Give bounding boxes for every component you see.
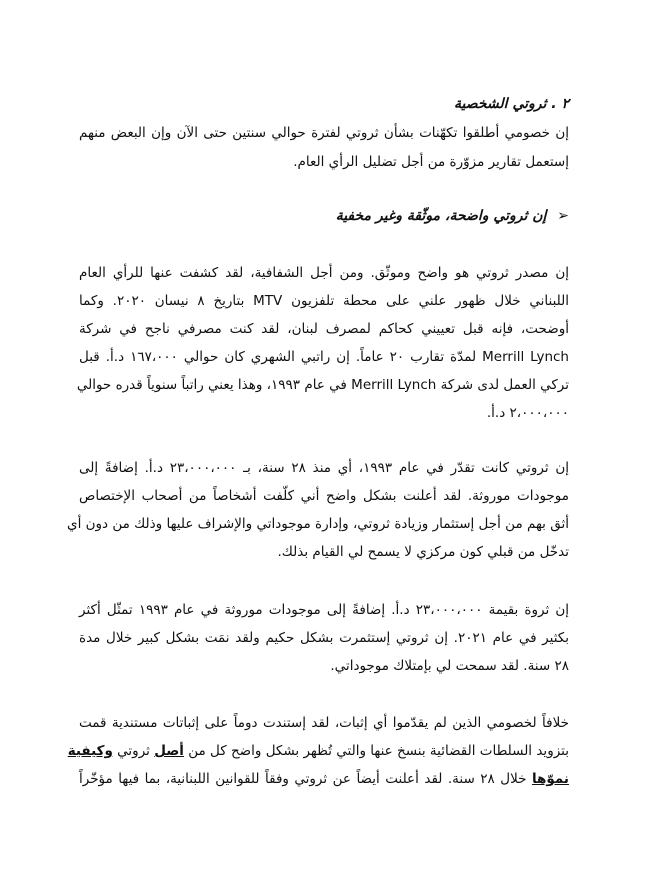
p4-line-2-part-b: ثروتي [112, 743, 155, 759]
p1-line-1: إن مصدر ثروتي هو واضح وموثّق. ومن أجل الشفافية، لقد كشفت عنها للرأي العام [79, 265, 569, 281]
p3-line-2: بكثير في عام ٢٠٢١. إن ثروتي إستثمرت بشكل حكيم ولقد نمَت بشكل كبير خلال مدة [79, 630, 569, 646]
subheading [336, 208, 569, 224]
intro-line-1: إن خصومي أطلقوا تكهّنات بشأن ثروتي لفترة حوالي سنتين حتى الآن وإن البعض منهم [79, 125, 569, 141]
intro-line-2: إستعمل تقارير مزوّرة من أجل تضليل الرأي العام. [293, 154, 569, 170]
p1-line-2: اللبناني خلال ظهور علني على محطة تلفزيون MTV بتاريخ ٨ نيسان ٢٠٢٠. وكما [79, 293, 569, 309]
p1-line-4: Merrill Lynch لمدّة تقارب ٢٠ عاماً. إن راتبي الشهري كان حوالي ١٦٧،٠٠٠ د.أ. قبل [79, 349, 569, 365]
subheading-text: إن ثروتي واضحة، موثّقة وغير مخفية [335, 208, 547, 224]
p3-line-1: إن ثروة بقيمة ٢٣،٠٠٠،٠٠٠ د.أ. إضافةً إلى موجودات موروثة في عام ١٩٩٣ تمثّل أكثر [79, 602, 569, 618]
section-title: ثروتي الشخصية [454, 96, 547, 112]
p2-line-2: موجودات موروثة. لقد أعلنت بشكل واضح أني كلّفت أشخاصاً من أصحاب الإختصاص [79, 488, 569, 504]
p2-line-4: تدخّل من قبلي كون مركزي لا يسمح لي القيام بذلك. [277, 544, 569, 560]
section-heading [454, 96, 569, 112]
p1-line-5: تركي العمل لدى شركة Merrill Lynch في عام ١٩٩٣، وهذا يعني راتباً سنوياً قدره حوالي [76, 377, 569, 393]
p4-line-2-part-a: بتزويد السلطات القضائية بنسخ عنها والتي تُظهر بشكل واضح كل من [183, 743, 569, 759]
p4-line-3 [79, 770, 569, 788]
p2-line-1: إن ثروتي كانت تقدّر في عام ١٩٩٣، أي منذ ٢٨ سنة، بـ ٢٣،٠٠٠،٠٠٠ د.أ. إضافةً إلى [79, 460, 569, 476]
arrow-bullet-icon: ➢ [557, 208, 569, 224]
section-number: ٢ . [551, 96, 569, 112]
p1-line-6: ٢،٠٠٠،٠٠٠ د.أ. [486, 405, 569, 421]
underlined-origin: أصل [154, 743, 184, 759]
underlined-how: وكيفية [67, 743, 113, 759]
p4-line-2 [67, 742, 569, 760]
p4-line-1: خلافاً لخصومي الذين لم يقدّموا أي إثبات، لقد إستندت دوماً على إثباتات مستندية قمت [79, 715, 569, 731]
p3-line-3: ٢٨ سنة. لقد سمحت لي بإمتلاك موجوداتي. [330, 658, 569, 674]
underlined-growth: نموّها [531, 771, 569, 787]
p4-line-3-rest: خلال ٢٨ سنة. لقد أعلنت أيضاً عن ثروتي وفقاً للقوانين اللبنانية، بما فيها مؤخّراً [79, 771, 532, 787]
p2-line-3: أثق بهم من أجل إستثمار وزيادة ثروتي، وإدارة موجوداتي والإشراف عليها وذلك من دون أي [67, 516, 569, 532]
p1-line-3: أوضحت، فإنه قبل تعييني كحاكم لمصرف لبنان، لقد كنت مصرفي ناجح في شركة [79, 321, 569, 337]
